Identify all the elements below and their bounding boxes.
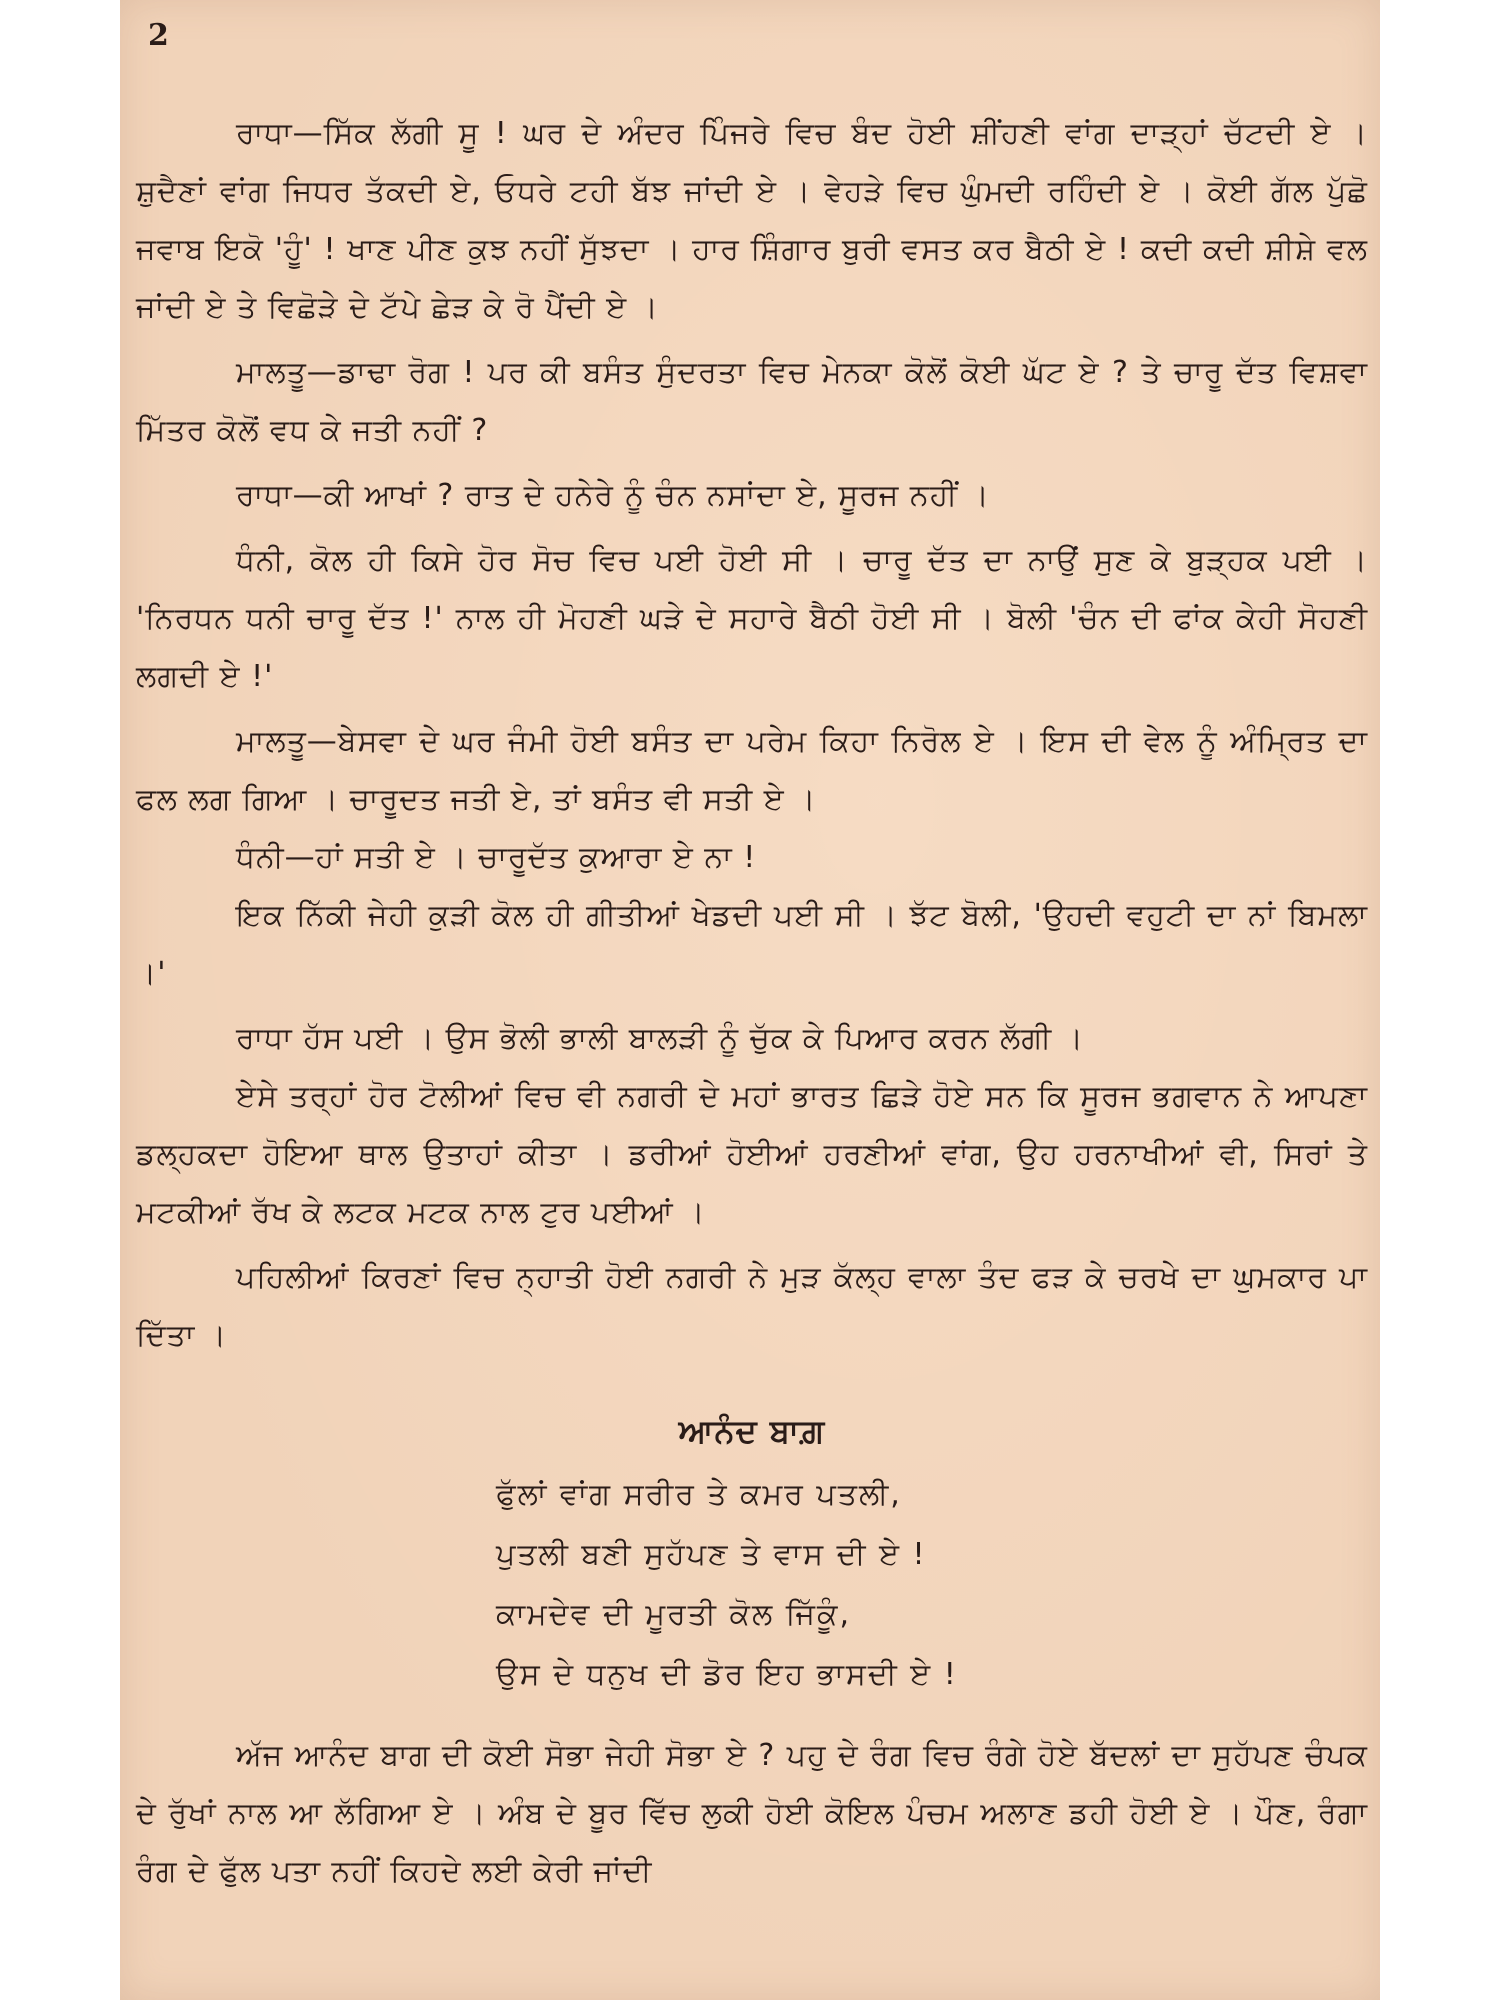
paragraph: ਧੰਨੀ, ਕੋਲ ਹੀ ਕਿਸੇ ਹੋਰ ਸੋਚ ਵਿਚ ਪਈ ਹੋਈ ਸੀ । ਚਾਰੂ ਦੱਤ ਦਾ ਨਾਉਂ ਸੁਣ ਕੇ ਬੁੜ੍ਹਕ ਪਈ । 'ਨਿਰਧਨ ਧਨੀ ਚਾਰੂ ਦੱਤ !' ਨਾਲ ਹੀ ਮੋਹਣੀ ਘੜੇ ਦੇ ਸਹਾਰੇ ਬੈਠੀ ਹੋਈ ਸੀ । ਬੋਲੀ 'ਚੰਨ ਦੀ ਫਾਂਕ ਕੇਹੀ ਸੋਹਣੀ ਲਗਦੀ ਏ !' [136, 543, 1368, 694]
page-number: 2 [148, 18, 169, 53]
paragraph: ਮਾਲਤੂ—ਬੇਸਵਾ ਦੇ ਘਰ ਜੰਮੀ ਹੋਈ ਬਸੰਤ ਦਾ ਪਰੇਮ ਕਿਹਾ ਨਿਰੋਲ ਏ । ਇਸ ਦੀ ਵੇਲ ਨੂੰ ਅੰਮ੍ਰਿਤ ਦਾ ਫਲ ਲਗ ਗਿਆ । ਚਾਰੂਦਤ ਜਤੀ ਏ, ਤਾਂ ਬਸੰਤ ਵੀ ਸਤੀ ਏ । [136, 724, 1368, 817]
section-heading: ਆਨੰਦ ਬਾਗ਼ [678, 1412, 826, 1450]
poem-line: ਕਾਮਦੇਵ ਦੀ ਮੂਰਤੀ ਕੋਲ ਜਿੱਕੂੰ, [496, 1597, 852, 1632]
paragraph: ਰਾਧਾ—ਸਿੱਕ ਲੱਗੀ ਸੂ ! ਘਰ ਦੇ ਅੰਦਰ ਪਿੰਜਰੇ ਵਿਚ ਬੰਦ ਹੋਈ ਸ਼ੀਂਹਣੀ ਵਾਂਗ ਦਾੜ੍ਹਾਂ ਚੱਟਦੀ ਏ । ਸ਼ੁਦੈਣਾਂ ਵਾਂਗ ਜਿਧਰ ਤੱਕਦੀ ਏ, ਓਧਰੇ ਟਹੀ ਬੱਝ ਜਾਂਦੀ ਏ । ਵੇਹੜੇ ਵਿਚ ਘੁੰਮਦੀ ਰਹਿੰਦੀ ਏ । ਕੋਈ ਗੱਲ ਪੁੱਛੋ ਜਵਾਬ ਇਕੋ 'ਹੂੰ' ! ਖਾਣ ਪੀਣ ਕੁਝ ਨਹੀਂ ਸੁੱਝਦਾ । ਹਾਰ ਸ਼ਿੰਗਾਰ ਬੁਰੀ ਵਸਤ ਕਰ ਬੈਠੀ ਏ ! ਕਦੀ ਕਦੀ ਸ਼ੀਸ਼ੇ ਵਲ ਜਾਂਦੀ ਏ ਤੇ ਵਿਛੋੜੇ ਦੇ ਟੱਪੇ ਛੇੜ ਕੇ ਰੋ ਪੈਂਦੀ ਏ । [136, 116, 1368, 325]
paragraph: ਪਹਿਲੀਆਂ ਕਿਰਣਾਂ ਵਿਚ ਨ੍ਹਾਤੀ ਹੋਈ ਨਗਰੀ ਨੇ ਮੁੜ ਕੱਲ੍ਹ ਵਾਲਾ ਤੰਦ ਫੜ ਕੇ ਚਰਖੇ ਦਾ ਘੁਮਕਾਰ ਪਾ ਦਿੱਤਾ । [136, 1260, 1368, 1353]
paragraph: ਏਸੇ ਤਰ੍ਹਾਂ ਹੋਰ ਟੋਲੀਆਂ ਵਿਚ ਵੀ ਨਗਰੀ ਦੇ ਮਹਾਂ ਭਾਰਤ ਛਿੜੇ ਹੋਏ ਸਨ ਕਿ ਸੂਰਜ ਭਗਵਾਨ ਨੇ ਆਪਣਾ ਡਲ੍ਹਕਦਾ ਹੋਇਆ ਥਾਲ ਉਤਾਹਾਂ ਕੀਤਾ । ਡਰੀਆਂ ਹੋਈਆਂ ਹਰਣੀਆਂ ਵਾਂਗ, ਉਹ ਹਰਨਾਖੀਆਂ ਵੀ, ਸਿਰਾਂ ਤੇ ਮਟਕੀਆਂ ਰੱਖ ਕੇ ਲਟਕ ਮਟਕ ਨਾਲ ਟੁਰ ਪਈਆਂ । [136, 1079, 1368, 1230]
book-page [120, 0, 1380, 2000]
body-text [136, 105, 1368, 1908]
paragraph: ਰਾਧਾ ਹੱਸ ਪਈ । ਉਸ ਭੋਲੀ ਭਾਲੀ ਬਾਲੜੀ ਨੂੰ ਚੁੱਕ ਕੇ ਪਿਆਰ ਕਰਨ ਲੱਗੀ । [236, 1021, 1084, 1056]
paragraph: ਮਾਲਤੂ—ਡਾਢਾ ਰੋਗ ! ਪਰ ਕੀ ਬਸੰਤ ਸੁੰਦਰਤਾ ਵਿਚ ਮੇਨਕਾ ਕੋਲੋਂ ਕੋਈ ਘੱਟ ਏ ? ਤੇ ਚਾਰੂ ਦੱਤ ਵਿਸ਼ਵਾ ਮਿੱਤਰ ਕੋਲੋਂ ਵਧ ਕੇ ਜਤੀ ਨਹੀਂ ? [136, 355, 1368, 448]
paragraph: ਰਾਧਾ—ਕੀ ਆਖਾਂ ? ਰਾਤ ਦੇ ਹਨੇਰੇ ਨੂੰ ਚੰਨ ਨਸਾਂਦਾ ਏ, ਸੂਰਜ ਨਹੀਂ । [236, 478, 990, 513]
poem-line: ਪੁਤਲੀ ਬਣੀ ਸੁਹੱਪਣ ਤੇ ਵਾਸ ਦੀ ਏ ! [496, 1537, 927, 1572]
paragraph: ਧੰਨੀ—ਹਾਂ ਸਤੀ ਏ । ਚਾਰੂਦੱਤ ਕੁਆਰਾ ਏ ਨਾ ! [236, 840, 757, 875]
paragraph: ਅੱਜ ਆਨੰਦ ਬਾਗ ਦੀ ਕੋਈ ਸੋਭਾ ਜੇਹੀ ਸੋਭਾ ਏ ? ਪਹੁ ਦੇ ਰੰਗ ਵਿਚ ਰੰਗੇ ਹੋਏ ਬੱਦਲਾਂ ਦਾ ਸੁਹੱਪਣ ਚੰਪਕ ਦੇ ਰੁੱਖਾਂ ਨਾਲ ਆ ਲੱਗਿਆ ਏ । ਅੰਬ ਦੇ ਬੂਰ ਵਿੱਚ ਲੁਕੀ ਹੋਈ ਕੋਇਲ ਪੰਚਮ ਅਲਾਣ ਡਹੀ ਹੋਈ ਏ । ਪੌਣ, ਰੰਗਾ ਰੰਗ ਦੇ ਫੁੱਲ ਪਤਾ ਨਹੀਂ ਕਿਹਦੇ ਲਈ ਕੇਰੀ ਜਾਂਦੀ [136, 1738, 1368, 1889]
poem [496, 1465, 1056, 1705]
poem-line: ਫੁੱਲਾਂ ਵਾਂਗ ਸਰੀਰ ਤੇ ਕਮਰ ਪਤਲੀ, [496, 1477, 902, 1512]
poem-line: ਉਸ ਦੇ ਧਨੁਖ ਦੀ ਡੋਰ ਇਹ ਭਾਸਦੀ ਏ ! [496, 1657, 958, 1692]
paragraph: ਇਕ ਨਿੱਕੀ ਜੇਹੀ ਕੁੜੀ ਕੋਲ ਹੀ ਗੀਤੀਆਂ ਖੇਡਦੀ ਪਈ ਸੀ । ਝੱਟ ਬੋਲੀ, 'ਉਹਦੀ ਵਹੁਟੀ ਦਾ ਨਾਂ ਬਿਮਲਾ ।' [136, 898, 1368, 991]
